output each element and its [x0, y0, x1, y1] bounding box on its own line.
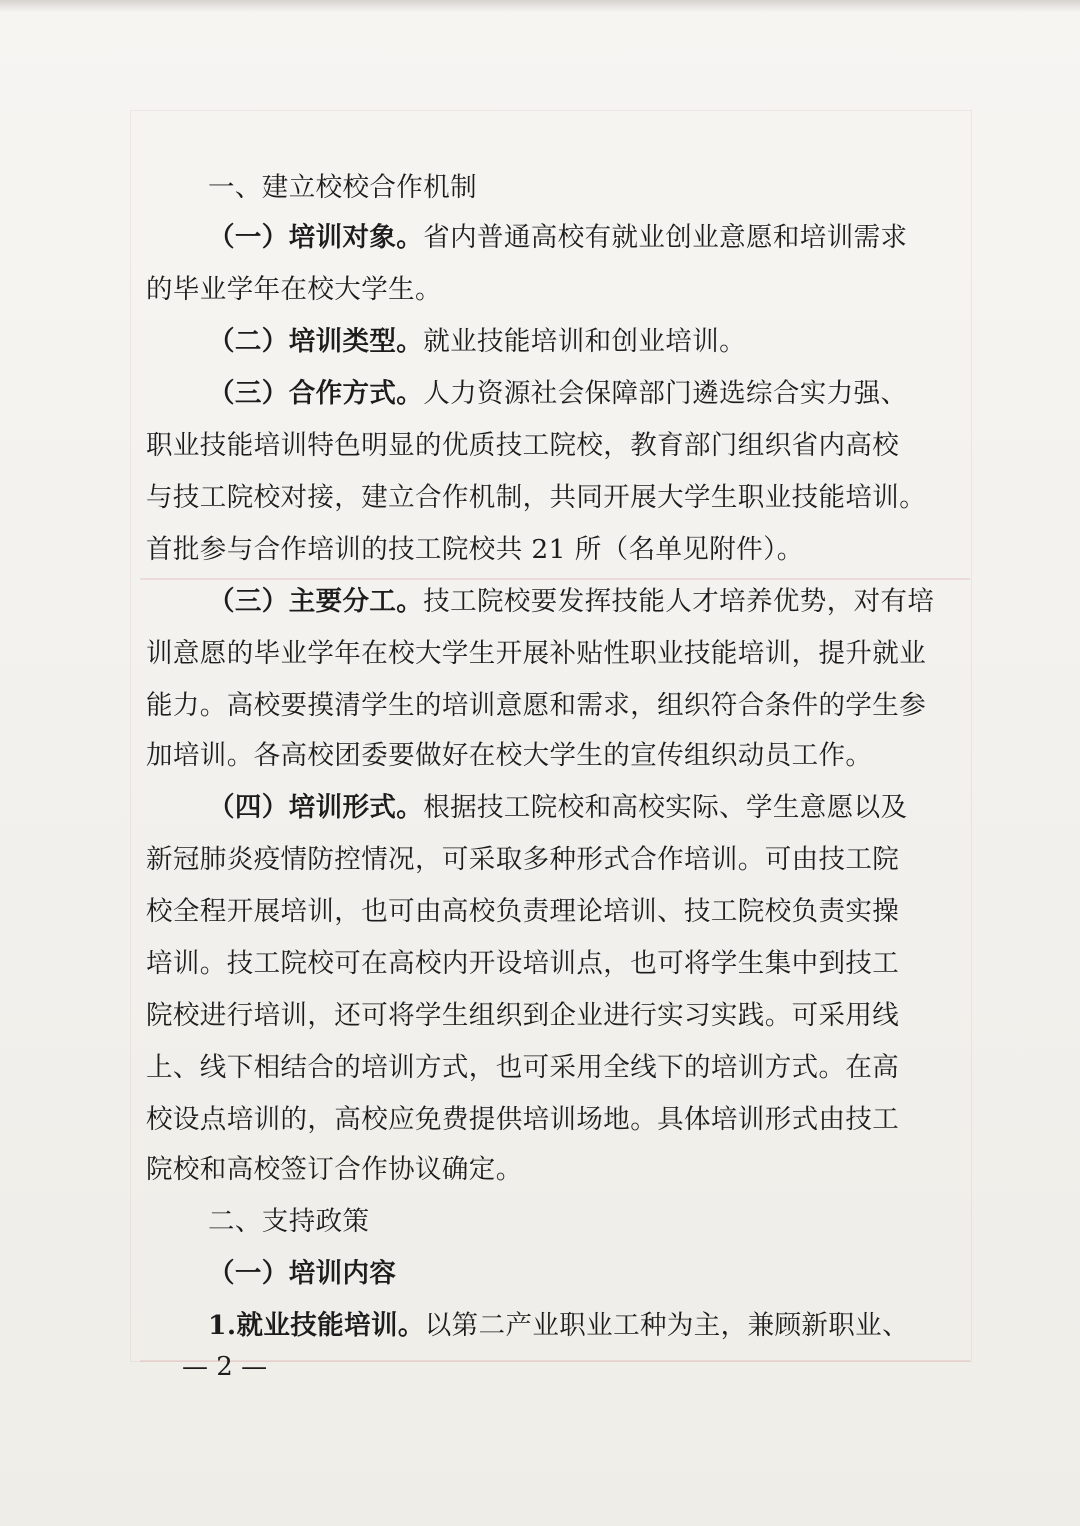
paragraph-text: 上、线下相结合的培训方式，也可采用全线下的培训方式。在高: [146, 1052, 900, 1083]
text-line: [146, 998, 946, 1034]
text-line: [146, 790, 1008, 826]
paragraph-text: 院校进行培训，还可将学生组织到企业进行实习实践。可采用线: [146, 1000, 900, 1031]
paragraph-text: 校设点培训的，高校应免费提供培训场地。具体培训形式由技工: [146, 1104, 900, 1135]
text-line: [146, 1102, 946, 1138]
text-line: [146, 1308, 1008, 1344]
page-number: — 2 —: [182, 1352, 268, 1382]
bold-heading-text: 1.就业技能培训。: [208, 1310, 425, 1341]
paragraph-text: 院校和高校签订合作协议确定。: [146, 1154, 523, 1185]
page-top-shadow: [0, 0, 1080, 12]
paragraph-text: 训意愿的毕业学年在校大学生开展补贴性职业技能培训，提升就业: [146, 638, 927, 669]
paragraph-text: 校全程开展培训，也可由高校负责理论培训、技工院校负责实操: [146, 896, 900, 927]
bold-heading-text: （四）培训形式。: [208, 792, 424, 823]
text-line: [146, 272, 946, 308]
paragraph-text: 一、建立校校合作机制: [208, 172, 477, 203]
text-line: [146, 1256, 1008, 1292]
text-line: [146, 1152, 946, 1188]
paragraph-text: 人力资源社会保障部门遴选综合实力强、: [423, 378, 908, 409]
paragraph-text: 能力。高校要摸清学生的培训意愿和需求，组织符合条件的学生参: [146, 690, 927, 721]
paragraph-text: 技工院校要发挥技能人才培养优势，对有培: [423, 586, 935, 617]
text-line: [146, 584, 1008, 620]
text-line: [146, 842, 946, 878]
text-line: [146, 1204, 1008, 1240]
paragraph-text: 根据技工院校和高校实际、学生意愿以及: [423, 792, 908, 823]
paragraph-text: 首批参与合作培训的技工院校共 21 所（名单见附件）。: [146, 534, 804, 565]
text-line: [146, 480, 946, 516]
text-line: [146, 324, 1008, 360]
paragraph-text: 培训。技工院校可在高校内开设培训点，也可将学生集中到技工: [146, 948, 900, 979]
paragraph-text: 省内普通高校有就业创业意愿和培训需求: [423, 222, 908, 253]
reverse-side-rule: [140, 578, 970, 580]
bold-heading-text: （三）合作方式。: [208, 378, 424, 409]
text-line: [146, 170, 1008, 206]
text-line: [146, 428, 946, 464]
text-line: [146, 376, 1008, 412]
paragraph-text: 二、支持政策: [208, 1206, 370, 1237]
text-line: [146, 738, 946, 774]
paragraph-text: 与技工院校对接，建立合作机制，共同开展大学生职业技能培训。: [146, 482, 927, 513]
text-line: [146, 688, 946, 724]
bold-heading-text: （二）培训类型。: [208, 326, 424, 357]
paragraph-text: 新冠肺炎疫情防控情况，可采取多种形式合作培训。可由技工院: [146, 844, 900, 875]
bold-heading-text: （一）培训内容: [208, 1258, 397, 1289]
paragraph-text: 加培训。各高校团委要做好在校大学生的宣传组织动员工作。: [146, 740, 873, 771]
bold-heading-text: （一）培训对象。: [208, 222, 424, 253]
text-line: [146, 636, 946, 672]
paragraph-text: 就业技能培训和创业培训。: [423, 326, 747, 357]
paragraph-text: 的毕业学年在校大学生。: [146, 274, 442, 305]
text-line: [146, 946, 946, 982]
paragraph-text: 职业技能培训特色明显的优质技工院校，教育部门组织省内高校: [146, 430, 900, 461]
text-line: [146, 220, 1008, 256]
text-line: [146, 894, 946, 930]
text-line: [146, 1050, 946, 1086]
text-line: [146, 532, 946, 568]
bold-heading-text: （三）主要分工。: [208, 586, 424, 617]
paragraph-text: 以第二产业职业工种为主，兼顾新职业、: [424, 1310, 909, 1341]
